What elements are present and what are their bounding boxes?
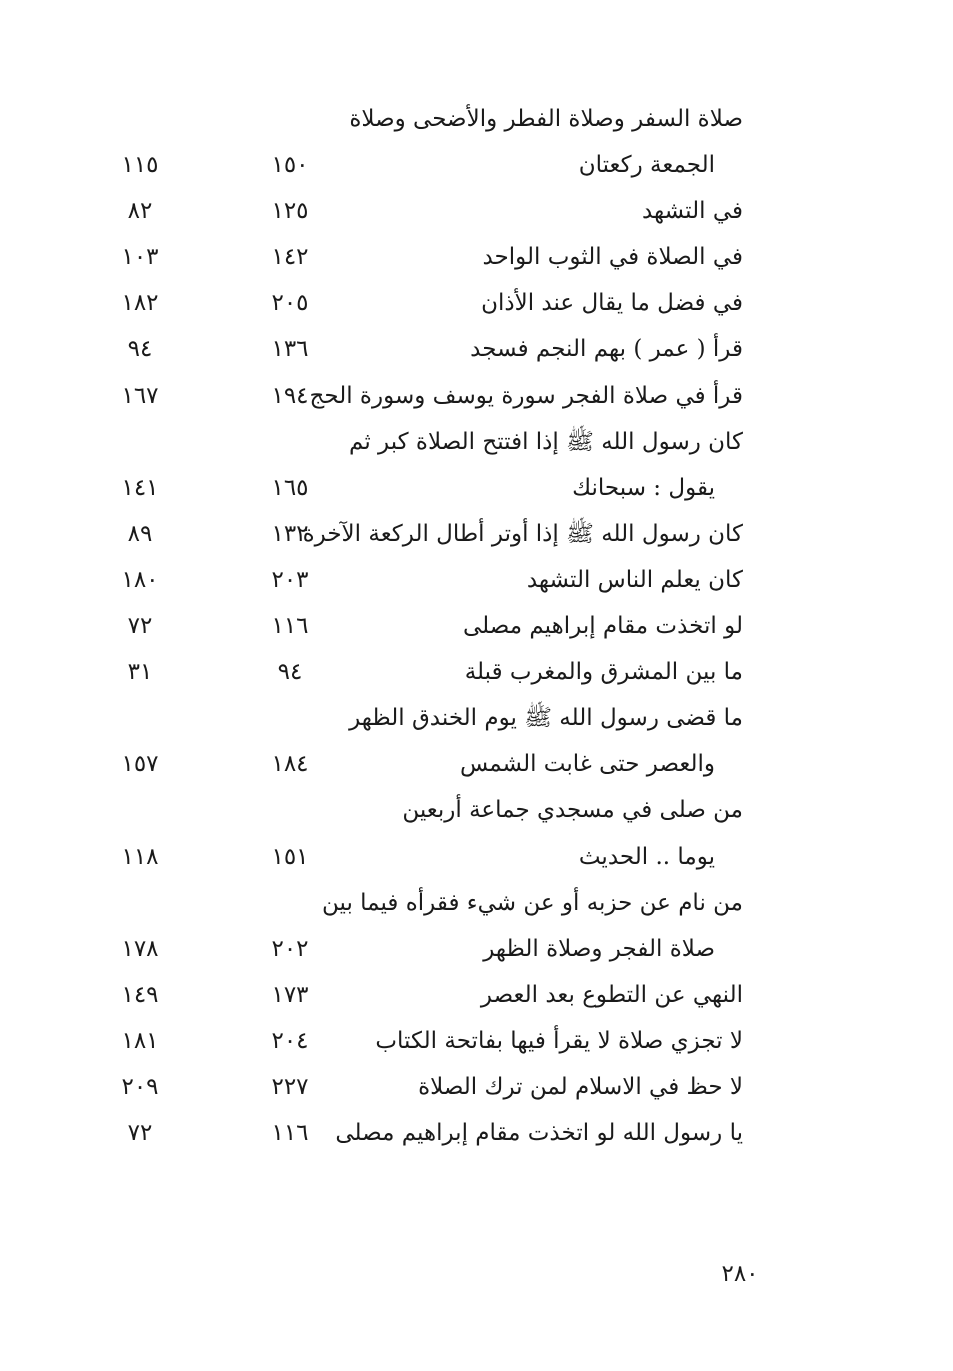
index-row bbox=[0, 326, 953, 372]
ref-number-1: ١٩٤ bbox=[271, 382, 309, 409]
entry-text: في فضل ما يقال عند الأذان bbox=[481, 290, 743, 317]
entry-text: يوما .. الحديث bbox=[578, 843, 715, 870]
index-row bbox=[0, 649, 953, 695]
ref-number-1: ١٨٤ bbox=[271, 751, 309, 778]
entry-text: والعصر حتى غابت الشمس bbox=[459, 751, 715, 778]
ref-number-2: ١٤١ bbox=[121, 474, 159, 501]
ref-number-1: ١٦٥ bbox=[271, 474, 309, 501]
entry-text: من نام عن حزبه أو عن شيء فقرأه فيما بين bbox=[322, 889, 743, 916]
ref-number-2: ٨٩ bbox=[127, 520, 153, 547]
entry-text: لو اتخذت مقام إبراهيم مصلى bbox=[463, 613, 743, 640]
index-row bbox=[0, 373, 953, 419]
ref-number-2: ١٨١ bbox=[121, 1027, 159, 1054]
index-row bbox=[0, 234, 953, 280]
entry-text: كان رسول الله ﷺ إذا افتتح الصلاة كبر ثم bbox=[349, 428, 743, 455]
ref-number-1: ١٣٢ bbox=[271, 520, 309, 547]
index-row bbox=[0, 926, 953, 972]
index-row bbox=[0, 96, 953, 142]
ref-number-2: ٧٢ bbox=[127, 1120, 153, 1147]
index-row bbox=[0, 1064, 953, 1110]
entry-text: لا حظ في الاسلام لمن ترك الصلاة bbox=[418, 1073, 743, 1100]
ref-number-2: ١٠٣ bbox=[121, 244, 159, 271]
index-row bbox=[0, 465, 953, 511]
ref-number-2: ٨٢ bbox=[127, 198, 153, 225]
ref-number-2: ١١٨ bbox=[121, 843, 159, 870]
index-row bbox=[0, 603, 953, 649]
ref-number-1: ٢٠٥ bbox=[271, 290, 309, 317]
index-row bbox=[0, 1018, 953, 1064]
entry-text: يا رسول الله لو اتخذت مقام إبراهيم مصلى bbox=[335, 1120, 743, 1147]
entry-text: النهي عن التطوع بعد العصر bbox=[480, 981, 743, 1008]
ref-number-1: ٩٤ bbox=[277, 659, 303, 686]
index-row bbox=[0, 557, 953, 603]
entry-text: ما قضى رسول الله ﷺ يوم الخندق الظهر bbox=[349, 705, 743, 732]
entry-text: من صلى في مسجدي جماعة أربعين bbox=[402, 797, 743, 824]
entry-text: الجمعة ركعتان bbox=[578, 152, 715, 179]
ref-number-1: ١٥١ bbox=[271, 843, 309, 870]
ref-number-2: ١٨٢ bbox=[121, 290, 159, 317]
entry-text: في الصلاة في الثوب الواحد bbox=[482, 244, 743, 271]
index-row bbox=[0, 142, 953, 188]
index-row bbox=[0, 972, 953, 1018]
entry-text: ما بين المشرق والمغرب قبلة bbox=[464, 659, 743, 686]
index-row bbox=[0, 188, 953, 234]
page-number: ٢٨٠ bbox=[721, 1261, 759, 1287]
index-row bbox=[0, 880, 953, 926]
index-row bbox=[0, 419, 953, 465]
ref-number-1: ١٥٠ bbox=[271, 152, 309, 179]
ref-number-1: ١١٦ bbox=[271, 613, 309, 640]
entry-text: قرأ ( عمر ) بهم النجم فسجد bbox=[470, 336, 743, 363]
ref-number-1: ٢٠٣ bbox=[271, 566, 309, 593]
index-row bbox=[0, 834, 953, 880]
ref-number-2: ٣١ bbox=[127, 659, 153, 686]
ref-number-1: ١١٦ bbox=[271, 1120, 309, 1147]
index-row bbox=[0, 741, 953, 787]
entry-text: صلاة السفر وصلاة الفطر والأضحى وصلاة bbox=[349, 106, 743, 132]
ref-number-1: ٢٠٤ bbox=[271, 1027, 309, 1054]
entry-text: قرأ في صلاة الفجر سورة يوسف وسورة الحج bbox=[309, 382, 743, 409]
ref-number-1: ١٣٦ bbox=[271, 336, 309, 363]
ref-number-1: ٢٢٧ bbox=[271, 1073, 309, 1100]
index-row bbox=[0, 511, 953, 557]
ref-number-1: ١٤٢ bbox=[271, 244, 309, 271]
index-row bbox=[0, 695, 953, 741]
index-row bbox=[0, 787, 953, 833]
ref-number-2: ١٨٠ bbox=[121, 566, 159, 593]
ref-number-2: ١٧٨ bbox=[121, 935, 159, 962]
entry-text: يقول : سبحانك bbox=[572, 474, 715, 501]
entry-text: لا تجزي صلاة لا يقرأ فيها بفاتحة الكتاب bbox=[375, 1027, 743, 1054]
ref-number-2: ١١٥ bbox=[121, 152, 159, 179]
ref-number-2: ٩٤ bbox=[127, 336, 153, 363]
entry-text: كان رسول الله ﷺ إذا أوتر أطال الركعة الآخرة bbox=[302, 520, 743, 547]
index-table bbox=[0, 96, 953, 1156]
ref-number-1: ١٢٥ bbox=[271, 198, 309, 225]
ref-number-1: ٢٠٢ bbox=[271, 935, 309, 962]
ref-number-2: ١٥٧ bbox=[121, 751, 159, 778]
entry-text: كان يعلم الناس التشهد bbox=[526, 566, 743, 593]
entry-text: في التشهد bbox=[641, 198, 743, 225]
ref-number-2: ٧٢ bbox=[127, 613, 153, 640]
index-row bbox=[0, 280, 953, 326]
ref-number-2: ١٤٩ bbox=[121, 981, 159, 1008]
ref-number-1: ١٧٣ bbox=[271, 981, 309, 1008]
ref-number-2: ٢٠٩ bbox=[121, 1073, 159, 1100]
index-row bbox=[0, 1110, 953, 1156]
entry-text: صلاة الفجر وصلاة الظهر bbox=[483, 935, 715, 962]
ref-number-2: ١٦٧ bbox=[121, 382, 159, 409]
